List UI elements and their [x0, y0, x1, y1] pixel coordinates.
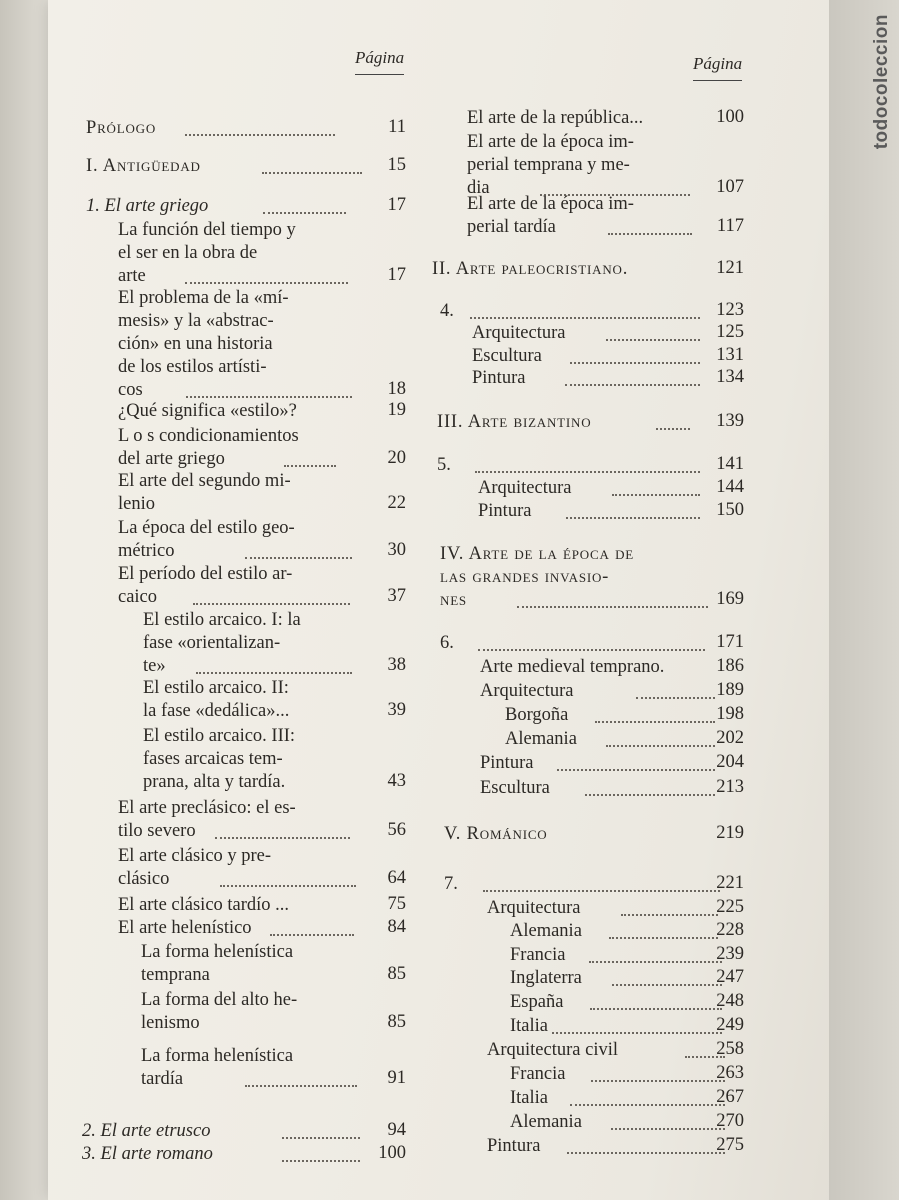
toc-entry-title-line	[118, 242, 296, 265]
toc-page-number: 19	[387, 400, 406, 420]
toc-page-number: 258	[716, 1039, 744, 1059]
toc-entry-text: métrico	[118, 541, 175, 561]
toc-dot-leader	[196, 672, 352, 674]
toc-entry-el-arte-de-la-epoca-im	[467, 131, 634, 200]
toc-entry-title-line	[472, 345, 542, 368]
toc-page-number: 202	[716, 728, 744, 748]
toc-entry-inglaterra	[510, 967, 582, 990]
toc-entry-la-funcion-del-tiempo-y	[118, 219, 296, 288]
toc-entry-text: 3. El arte romano	[82, 1144, 213, 1164]
toc-entry-title-line	[141, 941, 293, 964]
toc-entry-text: ción» en una historia	[118, 334, 273, 354]
toc-entry-text: L o s condicionamientos	[118, 426, 299, 446]
toc-page-number: 84	[387, 917, 406, 937]
toc-entry-title-line	[472, 367, 525, 390]
toc-page-number: 15	[387, 155, 406, 175]
toc-page-number: 248	[716, 991, 744, 1011]
toc-page-number: 17	[387, 265, 406, 285]
toc-entry-title-line	[467, 131, 634, 154]
page-edge-shadow	[829, 0, 899, 1200]
toc-entry-title-line	[82, 1120, 210, 1143]
toc-entry-text: Pintura	[487, 1136, 541, 1156]
toc-entry-title-line	[467, 216, 634, 239]
toc-entry-title-line	[118, 219, 296, 242]
toc-entry-ii-arte-paleocristiano	[432, 258, 628, 281]
toc-entry-title-line	[510, 967, 582, 990]
toc-dot-leader	[517, 606, 708, 608]
toc-entry-l-o-s-condicionamientos	[118, 425, 299, 471]
toc-entry-italia	[510, 1015, 548, 1038]
toc-entry-text: el ser en la obra de	[118, 243, 258, 263]
toc-entry-text: de los estilos artísti-	[118, 357, 267, 377]
toc-dot-leader	[470, 317, 700, 319]
toc-entry-title-line	[487, 1135, 540, 1158]
toc-entry-text: nes	[440, 590, 467, 610]
toc-entry-text: 2. El arte etrusco	[82, 1121, 211, 1141]
toc-entry-title-line	[478, 500, 531, 523]
toc-entry-title-line	[143, 655, 301, 678]
toc-entry-pintura	[480, 752, 533, 775]
toc-entry-text: El arte de la república...	[467, 108, 644, 128]
toc-entry-title-line	[143, 771, 295, 794]
toc-page-number: 228	[716, 920, 744, 940]
toc-page-number: 121	[716, 258, 744, 278]
toc-page-number: 117	[716, 216, 744, 236]
toc-entry-title-line	[143, 632, 301, 655]
toc-entry-text: El problema de la «mí-	[118, 288, 289, 308]
toc-dot-leader	[193, 603, 350, 605]
toc-entry-title-line	[480, 777, 550, 800]
toc-entry-title-line	[86, 117, 156, 140]
toc-entry-text: Francia	[510, 1064, 566, 1084]
toc-entry-title-line	[118, 333, 289, 356]
toc-entry-text: Francia	[510, 945, 566, 965]
toc-entry-title-line	[143, 748, 295, 771]
toc-entry-title-line	[143, 677, 289, 700]
toc-entry-title-line	[510, 1087, 548, 1110]
toc-entry-text: Pintura	[480, 753, 534, 773]
toc-entry-pintura	[478, 500, 531, 523]
toc-entry-title-line	[118, 265, 296, 288]
toc-entry-2-el-arte-etrusco	[82, 1120, 210, 1143]
toc-page-number: 239	[716, 944, 744, 964]
toc-page-number: 56	[387, 820, 406, 840]
toc-page-number: 43	[387, 771, 406, 791]
toc-page-number: 85	[387, 1012, 406, 1032]
toc-entry-title-line	[510, 1015, 548, 1038]
toc-entry-arquitectura	[472, 322, 566, 345]
toc-page-number: 189	[716, 680, 744, 700]
toc-entry-francia	[510, 944, 565, 967]
toc-page-number: 22	[387, 493, 406, 513]
toc-entry-title-line	[440, 632, 454, 655]
toc-entry-title-line	[444, 873, 458, 896]
toc-page-number: 64	[387, 868, 406, 888]
toc-page-number: 186	[716, 656, 744, 676]
toc-entry-title-line	[505, 704, 568, 727]
toc-page-number: 204	[716, 752, 744, 772]
toc-entry-alemania	[505, 728, 577, 751]
toc-entry-text: La función del tiempo y	[118, 220, 296, 240]
toc-entry-text: Pintura	[472, 368, 526, 388]
toc-entry-escultura	[472, 345, 542, 368]
toc-entry-title-line	[432, 258, 628, 281]
toc-page-number: 100	[716, 107, 744, 127]
toc-page-number: 18	[387, 379, 406, 399]
toc-page-number: 11	[388, 117, 406, 137]
toc-entry-title-line	[437, 454, 451, 477]
toc-page-number: 221	[716, 873, 744, 893]
toc-page-number: 275	[716, 1135, 744, 1155]
toc-entry-title-line	[487, 1039, 618, 1062]
toc-entry-el-arte-del-segundo-mi	[118, 470, 291, 516]
toc-page-number: 219	[716, 823, 744, 843]
toc-entry-text: Italia	[510, 1088, 549, 1108]
toc-entry-title-line	[472, 322, 566, 345]
toc-entry-el-estilo-arcaico-i-la	[143, 609, 301, 678]
toc-entry-text: 4.	[440, 301, 454, 321]
toc-entry-title-line	[118, 470, 291, 493]
toc-entry-text: las grandes invasio-	[440, 567, 610, 587]
toc-entry-text: El estilo arcaico. III:	[143, 726, 296, 746]
toc-entry-3-el-arte-romano	[82, 1143, 213, 1166]
toc-entry-text: clásico	[118, 869, 170, 889]
toc-entry-title-line	[118, 425, 299, 448]
right-column-header: Página	[693, 54, 742, 81]
toc-page-number: 225	[716, 897, 744, 917]
toc-entry-el-estilo-arcaico-iii	[143, 725, 295, 794]
toc-entry-alemania	[510, 1111, 582, 1134]
toc-entry-italia	[510, 1087, 548, 1110]
toc-entry-text: caico	[118, 587, 158, 607]
toc-entry-text: mesis» y la «abstrac-	[118, 311, 274, 331]
toc-entry-prologo	[86, 117, 156, 140]
toc-dot-leader	[215, 837, 350, 839]
toc-entry-text: La forma helenística	[141, 942, 294, 962]
toc-page-number: 131	[716, 345, 744, 365]
toc-entry-text: prana, alta y tardía.	[143, 772, 286, 792]
toc-page-number: 247	[716, 967, 744, 987]
toc-entry-la-forma-helenistica	[141, 941, 293, 987]
toc-entry-4	[440, 300, 454, 323]
toc-entry-text: Arquitectura	[478, 478, 572, 498]
toc-dot-leader	[185, 134, 335, 136]
toc-dot-leader	[263, 212, 346, 214]
toc-entry-text: ¿Qué significa «estilo»?	[118, 401, 297, 421]
toc-entry-title-line	[141, 964, 293, 987]
toc-entry-text: Italia	[510, 1016, 549, 1036]
toc-entry-alemania	[510, 920, 582, 943]
toc-entry-text: 7.	[444, 874, 458, 894]
toc-page-number: 38	[387, 655, 406, 675]
toc-entry-text: V. Románico	[444, 824, 548, 844]
toc-entry-title-line	[480, 680, 574, 703]
toc-entry-iv-arte-de-la-epoca-de	[440, 543, 634, 612]
toc-entry-title-line	[440, 589, 634, 612]
toc-entry-text: El arte preclásico: el es-	[118, 798, 296, 818]
toc-entry-title-line	[118, 797, 296, 820]
toc-entry-text: El arte del segundo mi-	[118, 471, 291, 491]
toc-entry-text: El estilo arcaico. I: la	[143, 610, 301, 630]
toc-page-number: 85	[387, 964, 406, 984]
toc-entry-title-line	[86, 195, 208, 218]
toc-entry-title-line	[118, 517, 295, 540]
toc-entry-borgona	[505, 704, 568, 727]
toc-entry-espana	[510, 991, 563, 1014]
toc-entry-text: lenio	[118, 494, 155, 514]
toc-page-number: 123	[716, 300, 744, 320]
toc-dot-leader	[566, 517, 700, 519]
toc-entry-title-line	[143, 700, 289, 723]
toc-entry-text: Escultura	[480, 778, 550, 798]
toc-page-number: 150	[716, 500, 744, 520]
toc-entry-title-line	[440, 300, 454, 323]
toc-entry-francia	[510, 1063, 565, 1086]
toc-entry-text: Pintura	[478, 501, 532, 521]
toc-entry-title-line	[82, 1143, 213, 1166]
toc-entry-text: la fase «dedálica»...	[143, 701, 290, 721]
toc-page-number: 263	[716, 1063, 744, 1083]
toc-entry-title-line	[118, 845, 271, 868]
toc-entry-title-line	[118, 563, 292, 586]
toc-entry-7	[444, 873, 458, 896]
toc-entry-text: La época del estilo geo-	[118, 518, 295, 538]
toc-entry-title-line	[118, 586, 292, 609]
toc-entry-title-line	[141, 989, 297, 1012]
toc-entry-escultura	[480, 777, 550, 800]
toc-page-number: 39	[387, 700, 406, 720]
toc-entry-text: fases arcaicas tem-	[143, 749, 283, 769]
toc-page-number: 91	[387, 1068, 406, 1088]
toc-entry-title-line	[480, 656, 664, 679]
left-column-header: Página	[355, 48, 404, 75]
toc-page-number: 75	[387, 894, 406, 914]
toc-page-number: 125	[716, 322, 744, 342]
toc-entry-1-el-arte-griego	[86, 195, 208, 218]
toc-entry-text: I. Antigüedad	[86, 156, 201, 176]
toc-page-number: 270	[716, 1111, 744, 1131]
toc-entry-arquitectura	[478, 477, 572, 500]
toc-page-number: 17	[387, 195, 406, 215]
toc-entry-title-line	[440, 566, 634, 589]
toc-dot-leader	[270, 934, 354, 936]
toc-page-number: 267	[716, 1087, 744, 1107]
toc-entry-text: 1. El arte griego	[86, 196, 209, 216]
toc-page-number: 134	[716, 367, 744, 387]
toc-entry-title-line	[437, 411, 591, 434]
toc-entry-5	[437, 454, 451, 477]
toc-entry-title-line	[478, 477, 572, 500]
toc-entry-pintura	[487, 1135, 540, 1158]
toc-entry-title-line	[118, 540, 295, 563]
toc-entry-text: lenismo	[141, 1013, 200, 1033]
toc-entry-el-problema-de-la-mi	[118, 287, 289, 402]
toc-entry-text: Arquitectura	[487, 898, 581, 918]
toc-entry-text: El arte de la época im-	[467, 132, 634, 152]
toc-entry-text: El arte clásico y pre-	[118, 846, 272, 866]
toc-entry-text: tilo severo	[118, 821, 196, 841]
toc-entry-text: Borgoña	[505, 705, 569, 725]
toc-entry-title-line	[467, 193, 634, 216]
toc-entry-title-line	[510, 1063, 565, 1086]
toc-entry-title-line	[118, 310, 289, 333]
toc-dot-leader	[478, 649, 705, 651]
toc-entry-text: Inglaterra	[510, 968, 582, 988]
toc-entry-text: Arquitectura	[480, 681, 574, 701]
toc-entry-title-line	[118, 356, 289, 379]
toc-entry-title-line	[510, 991, 563, 1014]
toc-entry-el-arte-helenistico	[118, 917, 252, 940]
toc-entry-text: tardía	[141, 1069, 184, 1089]
toc-page-number: 107	[716, 177, 744, 197]
toc-entry-text: II. Arte paleocristiano.	[432, 259, 629, 279]
toc-entry-title-line	[141, 1045, 293, 1068]
toc-page-number: 249	[716, 1015, 744, 1035]
toc-page-number: 139	[716, 411, 744, 431]
toc-entry-text: perial temprana y me-	[467, 155, 630, 175]
toc-entry-title-line	[118, 868, 271, 891]
toc-entry-title-line	[118, 400, 297, 423]
toc-entry-el-arte-clasico-tardio	[118, 894, 289, 917]
toc-entry-title-line	[118, 448, 299, 471]
toc-entry-title-line	[510, 944, 565, 967]
toc-entry-title-line	[480, 752, 533, 775]
toc-page-number: 94	[387, 1120, 406, 1140]
toc-dot-leader	[185, 282, 348, 284]
toc-entry-text: perial tardía	[467, 217, 556, 237]
toc-entry-title-line	[143, 725, 295, 748]
toc-dot-leader	[565, 384, 700, 386]
toc-entry-arquitectura	[480, 680, 574, 703]
toc-entry-iii-arte-bizantino	[437, 411, 591, 434]
toc-entry-text: El arte clásico tardío ...	[118, 895, 290, 915]
toc-dot-leader	[220, 885, 356, 887]
toc-entry-el-arte-de-la-republica	[467, 107, 643, 130]
toc-entry-text: III. Arte bizantino	[437, 412, 592, 432]
toc-entry-text: España	[510, 992, 564, 1012]
toc-entry-text: IV. Arte de la época de	[440, 544, 635, 564]
toc-entry-title-line	[86, 155, 201, 178]
toc-entry-6	[440, 632, 454, 655]
toc-page-number: 171	[716, 632, 744, 652]
toc-dot-leader	[245, 557, 352, 559]
toc-entry-title-line	[467, 107, 643, 130]
toc-page-number: 198	[716, 704, 744, 724]
toc-entry-text: La forma helenística	[141, 1046, 294, 1066]
toc-page-number: 213	[716, 777, 744, 797]
toc-dot-leader	[245, 1085, 357, 1087]
toc-entry-que-significa-estilo	[118, 400, 297, 423]
toc-entry-text: Arquitectura civil	[487, 1040, 618, 1060]
toc-entry-text: Alemania	[505, 729, 577, 749]
toc-entry-text: Escultura	[472, 346, 542, 366]
toc-page-number: 20	[387, 448, 406, 468]
toc-entry-text: 6.	[440, 633, 454, 653]
toc-entry-text: La forma del alto he-	[141, 990, 298, 1010]
toc-entry-title-line	[141, 1068, 293, 1091]
toc-dot-leader	[570, 362, 700, 364]
toc-entry-text: Alemania	[510, 921, 582, 941]
toc-page-number: 37	[387, 586, 406, 606]
toc-entry-text: te»	[143, 656, 166, 676]
toc-entry-title-line	[118, 917, 252, 940]
toc-entry-text: Prólogo	[86, 118, 157, 138]
toc-entry-title-line	[487, 897, 581, 920]
toc-entry-title-line	[118, 493, 291, 516]
toc-entry-title-line	[510, 1111, 582, 1134]
toc-page-number: 100	[378, 1143, 406, 1163]
toc-dot-leader	[284, 465, 336, 467]
toc-dot-leader	[608, 233, 692, 235]
toc-entry-pintura	[472, 367, 525, 390]
toc-entry-title-line	[440, 543, 634, 566]
toc-page-number: 169	[716, 589, 744, 609]
toc-entry-la-forma-del-alto-he	[141, 989, 297, 1035]
toc-entry-title-line	[118, 820, 296, 843]
toc-entry-text: El arte helenístico	[118, 918, 252, 938]
toc-entry-text: El arte de la época im-	[467, 194, 634, 214]
toc-entry-arquitectura	[487, 897, 581, 920]
toc-page-number: 30	[387, 540, 406, 560]
toc-entry-title-line	[143, 609, 301, 632]
toc-entry-v-romanico	[444, 823, 547, 846]
toc-entry-text: Alemania	[510, 1112, 582, 1132]
toc-entry-text: fase «orientalizan-	[143, 633, 281, 653]
toc-entry-title-line	[510, 920, 582, 943]
toc-entry-i-antiguedad	[86, 155, 201, 178]
toc-entry-text: El período del estilo ar-	[118, 564, 293, 584]
toc-entry-title-line	[118, 379, 289, 402]
toc-entry-text: 5.	[437, 455, 451, 475]
toc-entry-text: cos	[118, 380, 143, 400]
toc-dot-leader	[186, 396, 352, 398]
toc-entry-title-line	[467, 154, 634, 177]
toc-entry-title-line	[141, 1012, 297, 1035]
toc-page-number: 144	[716, 477, 744, 497]
toc-entry-arte-medieval-temprano	[480, 656, 664, 679]
toc-entry-text: arte	[118, 266, 146, 286]
toc-entry-el-estilo-arcaico-ii	[143, 677, 289, 723]
toc-page-number: 141	[716, 454, 744, 474]
toc-entry-text: Arte medieval temprano.	[480, 657, 665, 677]
toc-entry-text: temprana	[141, 965, 210, 985]
toc-entry-text: Arquitectura	[472, 323, 566, 343]
toc-entry-title-line	[118, 287, 289, 310]
toc-entry-arquitectura-civil	[487, 1039, 618, 1062]
toc-entry-title-line	[118, 894, 289, 917]
toc-entry-text: del arte griego	[118, 449, 225, 469]
toc-entry-text: El estilo arcaico. II:	[143, 678, 289, 698]
toc-entry-title-line	[505, 728, 577, 751]
toc-dot-leader	[475, 471, 700, 473]
toc-entry-title-line	[444, 823, 547, 846]
toc-entry-text: dia	[467, 178, 490, 198]
watermark: todocoleccion	[871, 14, 892, 150]
